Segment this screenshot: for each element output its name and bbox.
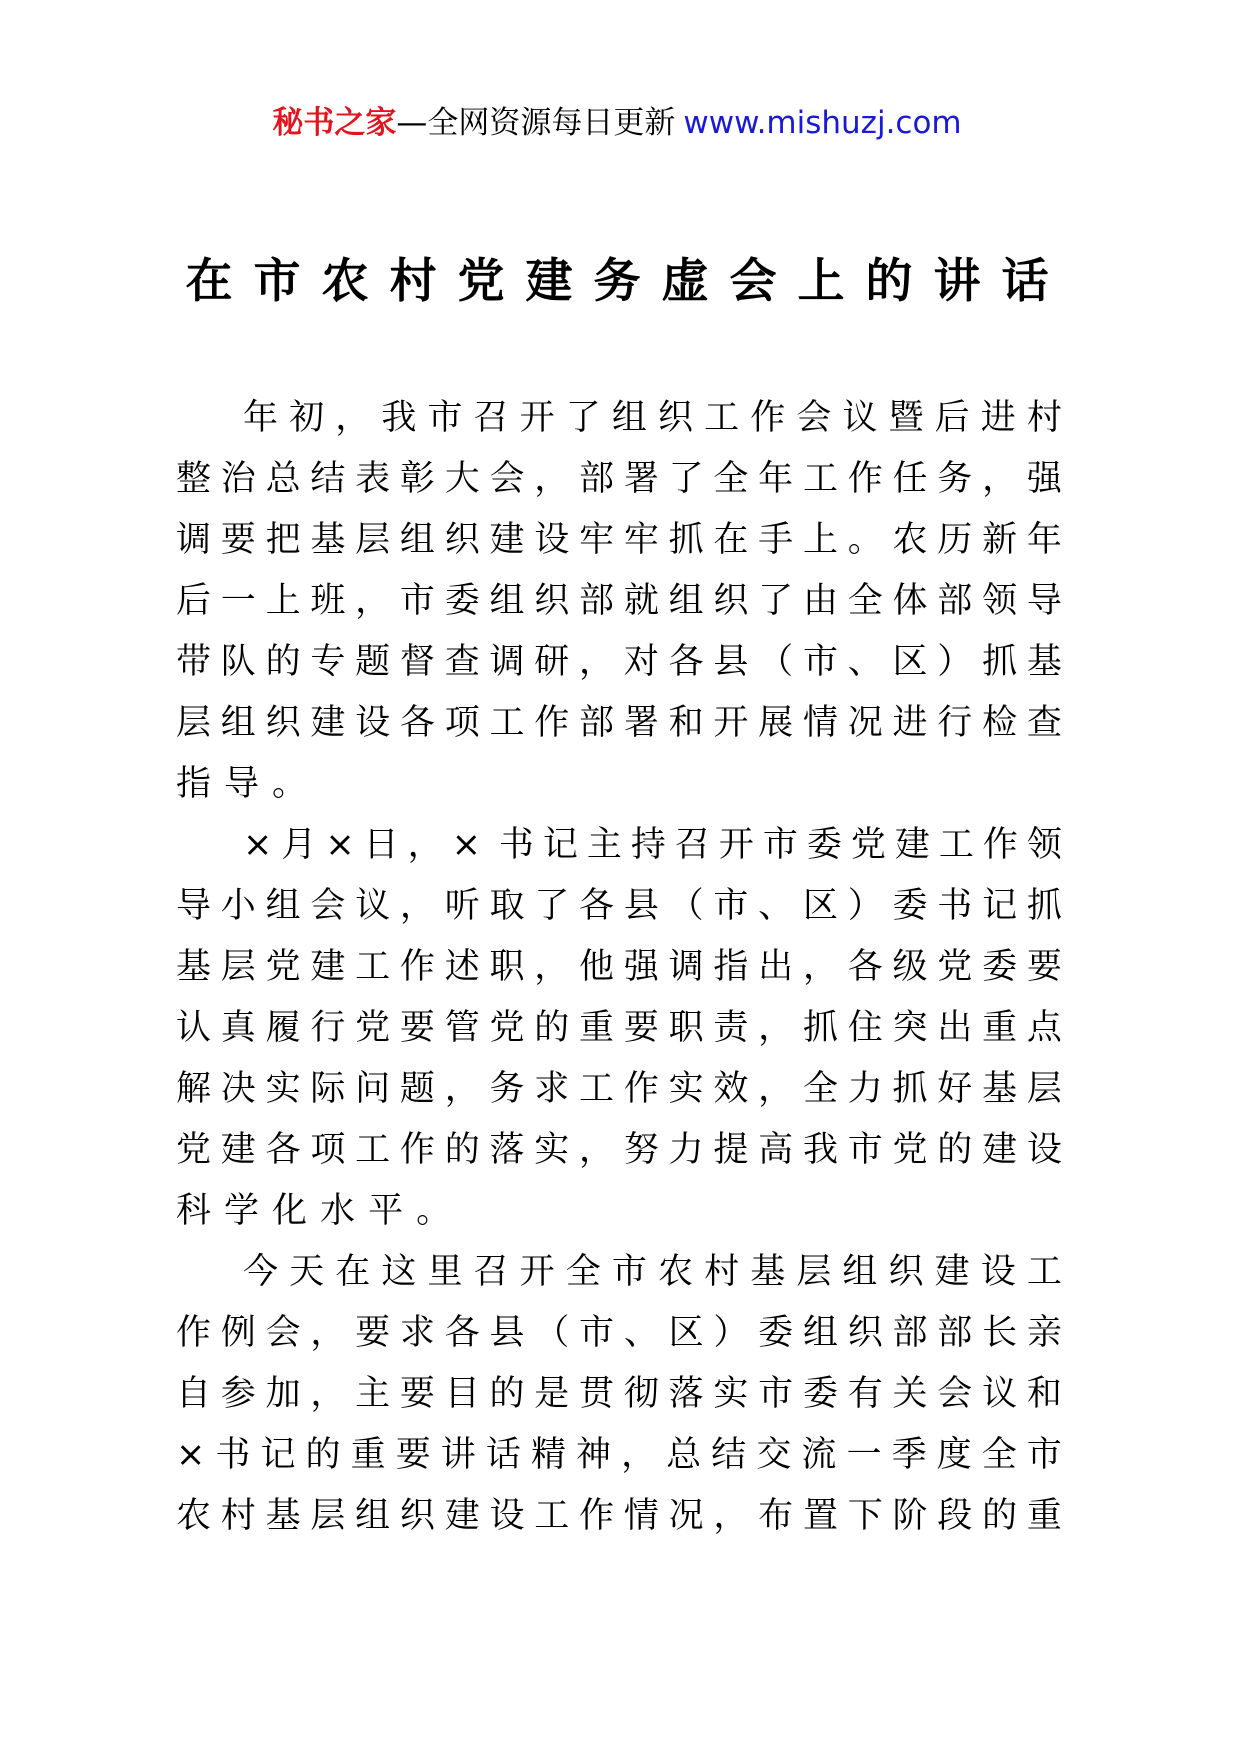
- site-url-link[interactable]: www.mishuzj.com: [683, 105, 962, 141]
- text-line: 整 治 总 结 表 彰 大 会 ， 部 署 了 全 年 工 作 任 务 ， 强: [176, 459, 1062, 499]
- document-body: [176, 388, 1062, 1547]
- text-line: 自 参 加 ， 主 要 目 的 是 贯 彻 落 实 市 委 有 关 会 议 和: [176, 1374, 1062, 1414]
- text-line: 认 真 履 行 党 要 管 党 的 重 要 职 责 ， 抓 住 突 出 重 点: [176, 1008, 1062, 1048]
- text-line: × 书 记 的 重 要 讲 话 精 神 ， 总 结 交 流 一 季 度 全 市: [176, 1435, 1062, 1475]
- text-line: 后 一 上 班 ， 市 委 组 织 部 就 组 织 了 由 全 体 部 领 导: [176, 581, 1062, 621]
- text-line: 调 要 把 基 层 组 织 建 设 牢 牢 抓 在 手 上 。 农 历 新 年: [176, 520, 1062, 560]
- text-line: 年 初 ， 我 市 召 开 了 组 织 工 作 会 议 暨 后 进 村: [243, 398, 1062, 438]
- text-line: 层 组 织 建 设 各 项 工 作 部 署 和 开 展 情 况 进 行 检 查: [176, 703, 1062, 743]
- text-line: × 月 × 日 ， × 书 记 主 持 召 开 市 委 党 建 工 作 领: [243, 825, 1062, 865]
- text-line: 农 村 基 层 组 织 建 设 工 作 情 况 ， 布 置 下 阶 段 的 重: [176, 1496, 1062, 1536]
- text-line: 导 小 组 会 议 ， 听 取 了 各 县 （ 市 、 区 ） 委 书 记 抓: [176, 886, 1062, 926]
- site-slogan: —全网资源每日更新: [396, 105, 676, 141]
- text-line: 党 建 各 项 工 作 的 落 实 ， 努 力 提 高 我 市 党 的 建 设: [176, 1130, 1062, 1170]
- site-header: [0, 100, 1234, 146]
- text-line: 带 队 的 专 题 督 查 调 研 ， 对 各 县 （ 市 、 区 ） 抓 基: [176, 642, 1062, 682]
- text-line: 指 导 。: [176, 764, 308, 804]
- text-line: 作 例 会 ， 要 求 各 县 （ 市 、 区 ） 委 组 织 部 部 长 亲: [176, 1313, 1062, 1353]
- site-brand: 秘书之家: [272, 105, 397, 141]
- text-line: 科 学 化 水 平 。: [176, 1191, 452, 1231]
- text-line: 今 天 在 这 里 召 开 全 市 农 村 基 层 组 织 建 设 工: [243, 1252, 1062, 1292]
- document-title: 在市农村党建务虚会上的讲话: [185, 254, 1070, 309]
- text-line: 解 决 实 际 问 题 ， 务 求 工 作 实 效 ， 全 力 抓 好 基 层: [176, 1069, 1062, 1109]
- text-line: 基 层 党 建 工 作 述 职 ， 他 强 调 指 出 ， 各 级 党 委 要: [176, 947, 1062, 987]
